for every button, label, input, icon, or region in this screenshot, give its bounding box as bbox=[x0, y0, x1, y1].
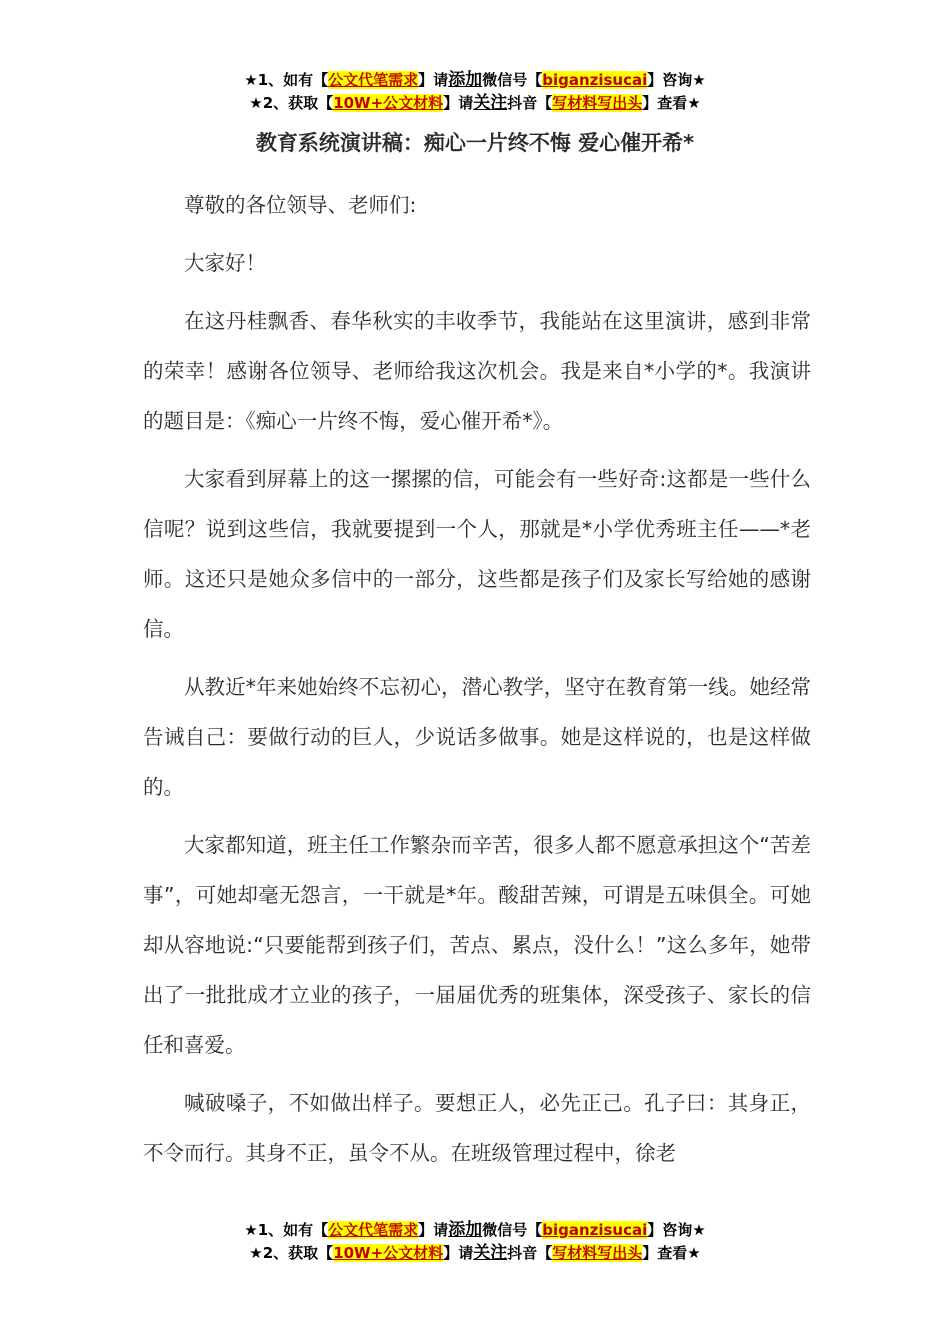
header-follow-emphasis: 关注 bbox=[473, 93, 508, 113]
header-line-2-suffix: 】查看★ bbox=[642, 94, 701, 112]
header-wechat-label: 微信号【 bbox=[482, 71, 543, 89]
footer-line-1-suffix: 】咨询★ bbox=[647, 1221, 706, 1239]
footer-douyin-label: 抖音【 bbox=[507, 1244, 553, 1262]
header-line-2-prefix: ★2、获取【 bbox=[249, 94, 334, 112]
footer-follow-emphasis: 关注 bbox=[473, 1243, 508, 1263]
footer-add-emphasis: 添加 bbox=[448, 1220, 483, 1240]
header-line-1-prefix: ★1、如有【 bbox=[244, 71, 329, 89]
header-line-1 bbox=[0, 69, 950, 92]
footer-highlight-writing-service: 公文代笔需求 bbox=[328, 1221, 419, 1239]
header-douyin-label: 抖音【 bbox=[507, 94, 553, 112]
header-line-2 bbox=[0, 92, 950, 115]
footer-highlight-materials: 10W+公文材料 bbox=[333, 1244, 444, 1262]
footer-wechat-id: biganzisucai bbox=[542, 1221, 648, 1239]
footer-line-2-suffix: 】查看★ bbox=[642, 1244, 701, 1262]
header-highlight-materials: 10W+公文材料 bbox=[333, 94, 444, 112]
footer-banner bbox=[0, 1219, 950, 1265]
footer-line-1-prefix: ★1、如有【 bbox=[244, 1221, 329, 1239]
header-add-emphasis: 添加 bbox=[448, 70, 483, 90]
paragraph: 大家看到屏幕上的这一摞摞的信，可能会有一些好奇:这都是一些什么信呢？说到这些信，我就要提到一个人，那就是*小学优秀班主任——*老师。这还只是她众多信中的一部分，这些都是孩子们及家长写给她的感谢信。 bbox=[143, 467, 811, 641]
paragraph: 从教近*年来她始终不忘初心，潜心教学，坚守在教育第一线。她经常告诫自己：要做行动的巨人，少说话多做事。她是这样说的，也是这样做的。 bbox=[143, 675, 811, 799]
header-line-1-text: 】请 bbox=[418, 71, 449, 89]
document-title: 教育系统演讲稿：痴心一片终不悔 爱心催开希* bbox=[255, 131, 695, 155]
paragraph: 喊破嗓子，不如做出样子。要想正人，必先正己。孔子曰：其身正，不令而行。其身不正，虽令不从。在班级管理过程中，徐老 bbox=[143, 1091, 811, 1165]
header-highlight-writing-service: 公文代笔需求 bbox=[328, 71, 419, 89]
header-banner bbox=[0, 69, 950, 115]
footer-line-2-prefix: ★2、获取【 bbox=[249, 1244, 334, 1262]
footer-line-2-text: 】请 bbox=[443, 1244, 474, 1262]
greeting: 大家好！ bbox=[184, 251, 266, 275]
document-body bbox=[143, 180, 811, 1186]
paragraph: 大家都知道，班主任工作繁杂而辛苦，很多人都不愿意承担这个“苦差事”，可她却毫无怨言，一干就是*年。酸甜苦辣，可谓是五味俱全。可她却从容地说:“只要能帮到孩子们，苦点、累点，没什么！”这么多年，她带出了一批批成才立业的孩子，一届届优秀的班集体，深受孩子、家长的信任和喜爱。 bbox=[143, 833, 811, 1057]
header-wechat-id: biganzisucai bbox=[542, 71, 648, 89]
footer-line-1 bbox=[0, 1219, 950, 1242]
footer-douyin-account: 写材料写出头 bbox=[552, 1244, 643, 1262]
header-line-2-text: 】请 bbox=[443, 94, 474, 112]
header-line-1-suffix: 】咨询★ bbox=[647, 71, 706, 89]
paragraph: 在这丹桂飘香、春华秋实的丰收季节，我能站在这里演讲，感到非常的荣幸！感谢各位领导、老师给我这次机会。我是来自*小学的*。我演讲的题目是：《痴心一片终不悔，爱心催开希*》。 bbox=[143, 309, 811, 433]
header-douyin-account: 写材料写出头 bbox=[552, 94, 643, 112]
footer-line-2 bbox=[0, 1242, 950, 1265]
salutation: 尊敬的各位领导、老师们: bbox=[184, 193, 417, 217]
footer-wechat-label: 微信号【 bbox=[482, 1221, 543, 1239]
footer-line-1-text: 】请 bbox=[418, 1221, 449, 1239]
